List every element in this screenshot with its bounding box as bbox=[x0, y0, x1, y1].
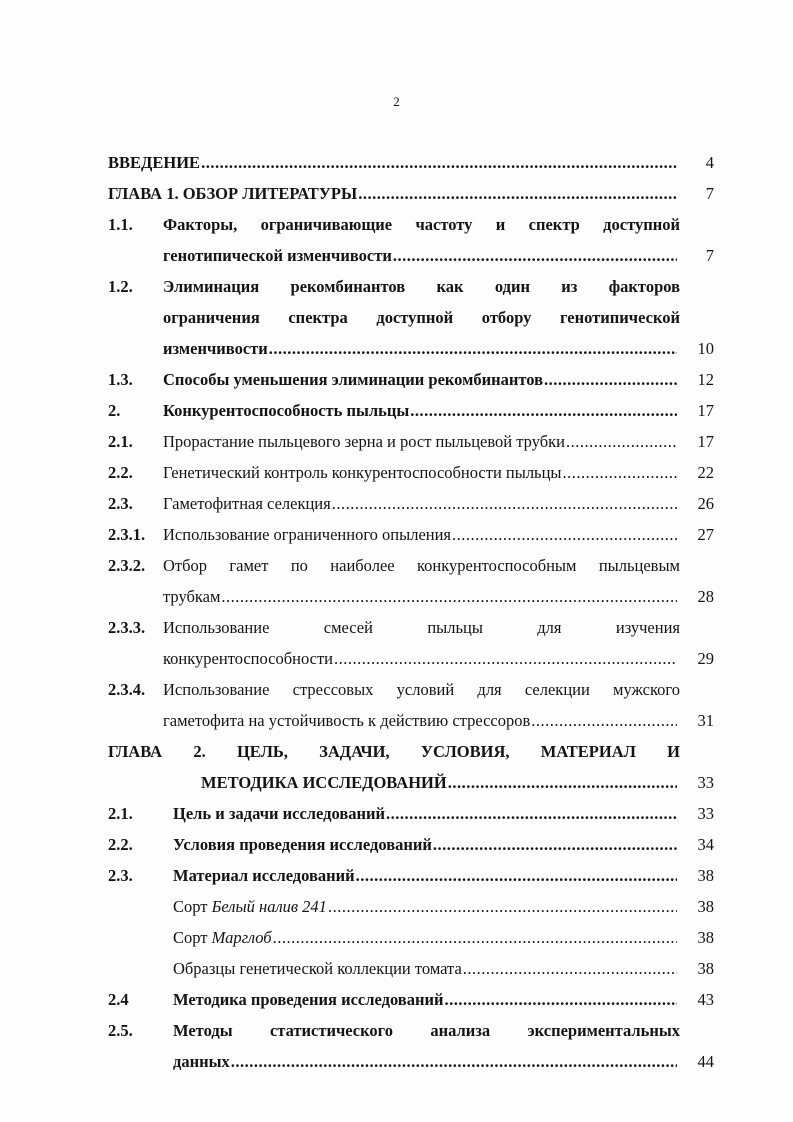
dot-leader bbox=[334, 643, 677, 674]
dot-leader bbox=[445, 984, 678, 1015]
toc-page-number: 7 bbox=[705, 184, 714, 203]
toc-entry-title-line: изменчивости bbox=[163, 339, 268, 358]
toc-page-number: 38 bbox=[697, 959, 714, 978]
dot-leader bbox=[433, 829, 677, 860]
toc-entry-2-1[interactable] bbox=[108, 426, 714, 457]
dot-leader bbox=[448, 767, 677, 798]
dot-leader bbox=[463, 953, 677, 984]
toc-page-number: 38 bbox=[697, 897, 714, 916]
toc-entry-title: Способы уменьшения элиминации рекомбинантов bbox=[163, 370, 544, 389]
toc-entry-title-line: Факторы, ограничивающие частоту и спектр доступной bbox=[163, 215, 680, 234]
toc-entry-number: 1.3. bbox=[108, 370, 133, 389]
toc-entry-tomato-collection[interactable] bbox=[108, 953, 714, 984]
toc-entry-ch2-2-4[interactable] bbox=[108, 984, 714, 1015]
toc-entry-title-line: Методы статистического анализа экспериментальных bbox=[173, 1021, 680, 1040]
toc-page-number: 44 bbox=[697, 1052, 714, 1071]
dot-leader bbox=[273, 922, 677, 953]
toc-entry-title: Прорастание пыльцевого зерна и рост пыльцевой трубки bbox=[163, 432, 565, 451]
dot-leader bbox=[410, 395, 677, 426]
toc-page-number: 43 bbox=[697, 990, 714, 1009]
toc-entry-title-line: конкурентоспособности bbox=[163, 649, 333, 668]
dot-leader bbox=[231, 1046, 677, 1077]
toc-entry-ch2-2-2[interactable] bbox=[108, 829, 714, 860]
toc-entry-chapter-2[interactable] bbox=[108, 736, 714, 798]
toc-page-number: 7 bbox=[705, 246, 714, 265]
toc-page-number: 17 bbox=[697, 401, 714, 420]
dot-leader bbox=[269, 333, 677, 364]
toc-entry-1-1[interactable] bbox=[108, 209, 714, 271]
toc-entry-2-3-1[interactable] bbox=[108, 519, 714, 550]
variety-name: Марглоб bbox=[211, 928, 272, 947]
toc-entry-2-3-4[interactable] bbox=[108, 674, 714, 736]
toc-entry-title-line: Использование стрессовых условий для селекции мужского bbox=[163, 680, 680, 699]
toc-entry-title: Конкурентоспособность пыльцы bbox=[163, 401, 410, 420]
toc-entry-2[interactable] bbox=[108, 395, 714, 426]
dot-leader bbox=[566, 426, 677, 457]
toc-entry-title-line: ГЛАВА 2. ЦЕЛЬ, ЗАДАЧИ, УСЛОВИЯ, МАТЕРИАЛ И bbox=[108, 742, 680, 761]
toc-entry-title-line: Использование смесей пыльцы для изучения bbox=[163, 618, 680, 637]
dot-leader bbox=[393, 240, 677, 271]
dot-leader bbox=[531, 705, 677, 736]
toc-entry-number: 2.3. bbox=[108, 866, 133, 885]
toc-entry-title-line: генотипической изменчивости bbox=[163, 246, 392, 265]
toc-entry-ch2-2-5[interactable] bbox=[108, 1015, 714, 1077]
toc-entry-chapter-1[interactable] bbox=[108, 178, 714, 209]
table-of-contents bbox=[108, 147, 714, 1077]
toc-page-number: 17 bbox=[697, 432, 714, 451]
toc-entry-number: 2.3.3. bbox=[108, 618, 146, 637]
dot-leader bbox=[358, 178, 677, 209]
toc-entry-title bbox=[173, 891, 327, 922]
toc-page-number: 38 bbox=[697, 866, 714, 885]
toc-entry-number: 2.1. bbox=[108, 432, 133, 451]
toc-page-number: 28 bbox=[697, 587, 714, 606]
toc-entry-introduction[interactable] bbox=[108, 147, 714, 178]
toc-page-number: 22 bbox=[697, 463, 714, 482]
toc-entry-number: 2.3.2. bbox=[108, 556, 146, 575]
dot-leader bbox=[221, 581, 677, 612]
toc-entry-1-2[interactable] bbox=[108, 271, 714, 364]
toc-entry-title-line: Отбор гамет по наиболее конкурентоспособным пыльцевым bbox=[163, 556, 680, 575]
toc-entry-2-3[interactable] bbox=[108, 488, 714, 519]
toc-entry-title: ГЛАВА 1. ОБЗОР ЛИТЕРАТУРЫ bbox=[108, 184, 358, 203]
toc-entry-title: Методика проведения исследований bbox=[173, 990, 444, 1009]
toc-entry-ch2-2-1[interactable] bbox=[108, 798, 714, 829]
toc-entry-number: 2.3. bbox=[108, 494, 133, 513]
toc-page-number: 33 bbox=[697, 804, 714, 823]
toc-entry-title: Генетический контроль конкурентоспособности пыльцы bbox=[163, 463, 562, 482]
toc-entry-ch2-2-3[interactable] bbox=[108, 860, 714, 891]
toc-page-number: 29 bbox=[697, 649, 714, 668]
toc-entry-title: Цель и задачи исследований bbox=[173, 804, 386, 823]
toc-entry-title: Материал исследований bbox=[173, 866, 355, 885]
toc-entry-number: 1.2. bbox=[108, 277, 133, 296]
toc-page-number: 27 bbox=[697, 525, 714, 544]
toc-entry-title: Условия проведения исследований bbox=[173, 835, 432, 854]
dot-leader bbox=[544, 364, 677, 395]
toc-entry-2-3-2[interactable] bbox=[108, 550, 714, 612]
toc-entry-1-3[interactable] bbox=[108, 364, 714, 395]
toc-entry-title: Образцы генетической коллекции томата bbox=[173, 959, 462, 978]
toc-entry-title-line: Элиминация рекомбинантов как один из факторов bbox=[163, 277, 680, 296]
toc-entry-title-line: ограничения спектра доступной отбору генотипической bbox=[163, 308, 680, 327]
variety-name: Белый налив 241 bbox=[211, 897, 327, 916]
toc-entry-number: 2.3.1. bbox=[108, 525, 146, 544]
toc-entry-2-2[interactable] bbox=[108, 457, 714, 488]
variety-prefix: Сорт bbox=[173, 928, 212, 947]
page-number: 2 bbox=[393, 94, 400, 109]
toc-entry-title: Использование ограниченного опыления bbox=[163, 525, 452, 544]
toc-entry-title: ВВЕДЕНИЕ bbox=[108, 153, 201, 172]
toc-entry-title-line: трубкам bbox=[163, 587, 221, 606]
dot-leader bbox=[356, 860, 677, 891]
variety-prefix: Сорт bbox=[173, 897, 212, 916]
toc-page-number: 38 bbox=[697, 928, 714, 947]
dot-leader bbox=[332, 488, 677, 519]
toc-page-number: 4 bbox=[705, 153, 714, 172]
dot-leader bbox=[328, 891, 677, 922]
toc-page-number: 12 bbox=[697, 370, 714, 389]
toc-entry-number: 2.5. bbox=[108, 1021, 133, 1040]
toc-entry-title-line: гаметофита на устойчивость к действию стрессоров bbox=[163, 711, 531, 730]
toc-page-number: 10 bbox=[697, 339, 714, 358]
toc-entry-number: 2.3.4. bbox=[108, 680, 146, 699]
toc-entry-number: 2. bbox=[108, 401, 121, 420]
dot-leader bbox=[201, 147, 677, 178]
toc-entry-title-line: данных bbox=[173, 1052, 230, 1071]
toc-entry-variety-beliy-naliv[interactable] bbox=[108, 891, 714, 922]
toc-entry-title bbox=[173, 922, 272, 953]
toc-entry-2-3-3[interactable] bbox=[108, 612, 714, 674]
toc-entry-title-line: МЕТОДИКА ИССЛЕДОВАНИЙ bbox=[201, 773, 447, 792]
toc-page-number: 34 bbox=[697, 835, 714, 854]
toc-entry-number: 2.4 bbox=[108, 990, 129, 1009]
dot-leader bbox=[563, 457, 678, 488]
toc-page-number: 33 bbox=[697, 773, 714, 792]
toc-entry-title: Гаметофитная селекция bbox=[163, 494, 331, 513]
toc-page-number: 26 bbox=[697, 494, 714, 513]
toc-page-number: 31 bbox=[697, 711, 714, 730]
toc-entry-number: 2.1. bbox=[108, 804, 133, 823]
dot-leader bbox=[386, 798, 677, 829]
toc-entry-variety-marglob[interactable] bbox=[108, 922, 714, 953]
dot-leader bbox=[452, 519, 677, 550]
toc-entry-number: 2.2. bbox=[108, 835, 133, 854]
toc-entry-number: 1.1. bbox=[108, 215, 133, 234]
toc-entry-number: 2.2. bbox=[108, 463, 133, 482]
